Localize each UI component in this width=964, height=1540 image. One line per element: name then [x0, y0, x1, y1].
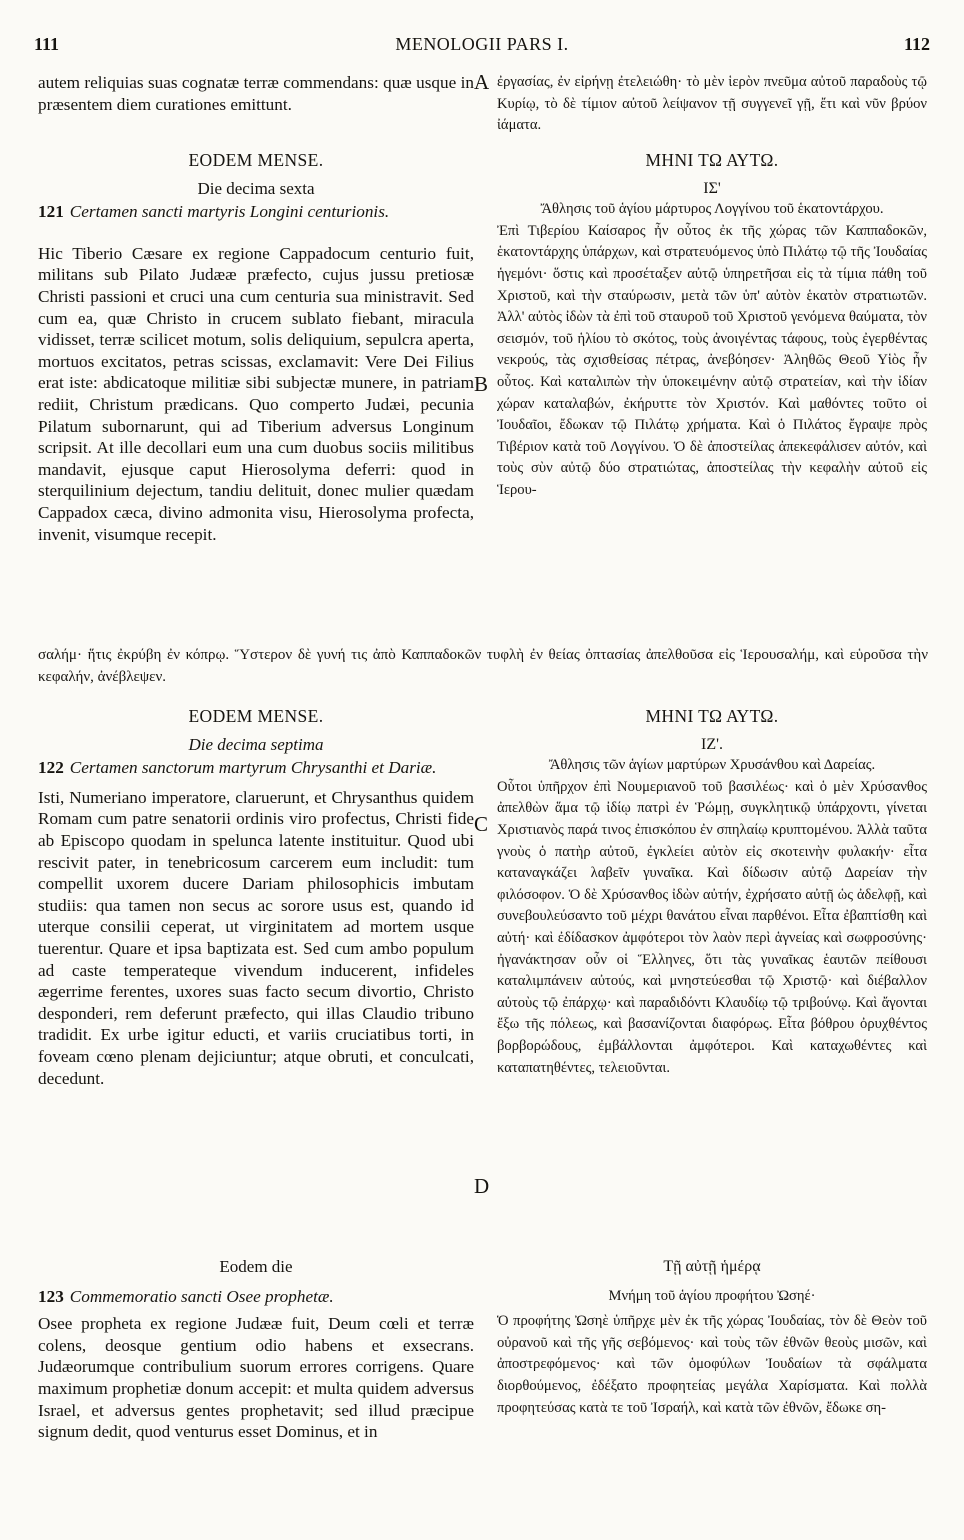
margin-letter-c: C — [474, 812, 489, 836]
entry-121-number: 121 — [38, 202, 64, 222]
entry-122-day-latin: Die decima septima — [188, 734, 324, 754]
margin-letter-b: B — [474, 372, 489, 396]
running-title: MENOLOGII PARS I. — [395, 34, 569, 54]
entry-122-mense-greek: ΜΗΝΙ ΤΩ ΑΥΤΩ. — [645, 706, 779, 726]
entry-121-day-greek: ΙΣ' — [703, 179, 721, 197]
entry-121-mense-greek: ΜΗΝΙ ΤΩ ΑΥΤΩ. — [645, 150, 779, 170]
entry-121-mense-latin: EODEM MENSE. — [188, 150, 324, 170]
entry-123-title-greek: Μνήμη τοῦ ἁγίου προφήτου Ὠσηέ· — [608, 1287, 816, 1304]
entry-121-day-latin: Die decima sexta — [197, 178, 315, 198]
entry-121-greek-runover: σαλήμ· ἥτις ἐκρύβη ἐν κόπρῳ. Ὕστερον δὲ γυνή τις ἀπὸ Καππαδοκῶν τυφλὴ ἐν θείας ὀπτασίας ἀπελθοῦσα εἰς Ἱερουσαλήμ, καὶ εὑροῦσα τὴν κεφαλήν, ἀνέβλεψεν. — [38, 647, 928, 685]
entry-123-latin — [38, 1256, 474, 1443]
entry-123-number: 123 — [38, 1286, 64, 1306]
greek-continuation — [497, 72, 927, 137]
entry-121-title-latin — [38, 201, 474, 223]
entry-122-text-latin: Isti, Numeriano imperatore, claruerunt, et Chrysanthus quidem Romam cum patre senatorii ordinis viro profectus, Christi fide ab Episcopo quodam in spelunca latente instituitur. Quod ubi rescivit pater, in tenebricosum carcerem eum includit: tum compellit uxorem ducere Dariam philosophicis imbutam studiis: qua tamen non secus ac sorore usus est, quando id uterque consilii ceperat, ut virginitatem ad mortem usque tuerentur. Quare et ipsa baptizata est. Sed cum ambo populum ad caste temperateque vivendum inducerent, infideles ægerrime ferentes, uxores suas facto secum divortio, Christo desponderi, rem deferunt præfecto, qui illas Claudio tribuno tradidit. Ex urbe igitur educti, et variis cruciatibus torti, in foveam cœno plenam dejiciuntur; atque obruti, et conculcati, decedunt. — [38, 787, 474, 1088]
entry-122-day-greek: ΙΖ'. — [701, 735, 723, 753]
entry-123-text-greek: Ὁ προφήτης Ὠσηὲ ὑπῆρχε μὲν ἐκ τῆς χώρας Ἰουδαίας, τὸν δὲ Θεὸν τοῦ οὐρανοῦ καὶ τῆς γῆς σεβόμενος· καὶ τοὺς τῶν ἐθνῶν θεοὺς μισῶν, καὶ ἀποστρεφόμενος· καὶ τῶν ὁμοφύλων Ἰουδαίων τὰ σφάλματα διορθούμενος, ἐδέξατο προφητείας μεγάλα Χαρίσματα. Καὶ πολλὰ προφητεύσας κατὰ τε τοῦ Ἰσραήλ, καὶ κατὰ τῶν ἐθνῶν, ἔδωκε ση- — [497, 1313, 927, 1416]
page-number-left: 111 — [34, 34, 60, 54]
latin-continuation — [38, 72, 474, 115]
latin-continuation-text: autem reliquias suas cognatæ terræ commendans: quæ usque in præsentem diem curationes emittunt. — [38, 73, 474, 114]
margin-letter-d: D — [474, 1174, 490, 1198]
entry-122-latin — [38, 706, 474, 1089]
running-head — [34, 34, 930, 60]
margin-letter-a: A — [474, 70, 490, 94]
entry-122-title-latin — [38, 757, 474, 779]
entry-123-text-latin: Osee propheta ex regione Judææ fuit, Deum cœli et terræ colens, deosque gentium odio habens et exsecrans. Judæorumque contribulium suorum errores corrigens. Quare maximum prophetiæ donum accepit: et multa quidem adversus Israel, et adversus gentes prophetavit; sed illud præcipue signum dedit, quod venturus esset Dominus, et in — [38, 1314, 474, 1442]
entry-123-day-greek: Τῇ αὐτῇ ἡμέρᾳ — [663, 1258, 761, 1275]
entry-122-title-greek: Ἄθλησις τῶν ἁγίων μαρτύρων Χρυσάνθου καὶ Δαρείας. — [548, 757, 876, 774]
entry-121-title-greek: Ἄθλησις τοῦ ἁγίου μάρτυρος Λογγίνου τοῦ ἑκατοντάρχου. — [540, 201, 884, 218]
entry-123-title-latin-text: Commemoratio sancti Osee prophetæ. — [69, 1286, 334, 1306]
entry-121-text-greek: Ἐπὶ Τιβερίου Καίσαρος ἦν οὗτος ἐκ τῆς χώρας τῶν Καππαδοκῶν, ἑκατοντάρχης ὑπάρχων, καὶ στρατευόμενος ὑπὸ Πιλάτῳ τῷ τῆς Ἰουδαίας ἡγεμόνι· ὅστις καὶ προσέταξεν αὐτῷ ὑπηρετῆσαι εἰς τὰ τίμια πάθη τοῦ Χριστοῦ, καὶ τὴν σταύρωσιν, μετὰ τῶν ὑπ' αὐτὸν ἑκατὸν στρατιωτῶν. Ἀλλ' αὐτὸς ἰδὼν τὰ ἐπὶ τοῦ σταυροῦ τοῦ Χριστοῦ γενόμενα θαύματα, τὸν σεισμόν, τοῦ ἡλίου τὸ σκότος, τοὺς ἀνοιγέντας τάφους, τοὺς ἐγερθέντας νεκρούς, τὰς σχισθείσας πέτρας, ἀνεβόησεν· Ἀληθῶς Θεοῦ Υἱὸς ἦν οὗτος. Καὶ καταλιπὼν τὴν ὑποκειμένην αὐτῷ στρατείαν, καὶ τὴν ἰδίαν χώραν καταλαβών, ἐκήρυττε τὸν Χριστόν. Καὶ μαθόντες τοῦτο οἱ Ἰουδαῖοι, ἔδωκαν τῷ Πιλάτῳ χρήματα. Καὶ ὁ Πιλάτος ἔγραψε πρὸς Τιβέριον κατὰ τοῦ Λογγίνου. Ὁ δὲ ἀποστείλας ἀπεκεφάλισεν αὐτόν, καὶ τοὺς σὺν αὐτῷ δύο στρατιώτας, ἀποστείλας τὴν κεφαλὴν αὐτοῦ εἰς Ἱερου- — [497, 222, 927, 498]
entry-123-title-latin — [38, 1286, 474, 1308]
entry-123-day-latin: Eodem die — [219, 1257, 293, 1276]
page-number-right: 112 — [903, 34, 930, 54]
entry-121-text-latin: Hic Tiberio Cæsare ex regione Cappadocum centurio fuit, militans sub Pilato Judææ præfecto, cujus jussu pretiosæ Christi passioni et cruci una cum centuria sua ministravit. Sed cum ea, quæ Christo in crucem sublato fiebant, miracula vidisset, terræ scilicet motum, solis deliquium, sepulcra aperta, mortuos excitatos, petras scissas, exclamavit: Vere Dei Filius erat iste: abdicatoque militiæ sibi subjectæ munere, in patriam rediit, Christum prædicans. Quo comperto Judæi, pecunia Pilatum subornarunt, qui ad Tiberium adversus Longinum scripsit. At ille decollari eum una cum duobus sociis militibus mandavit, ejusque caput Hierosolyma deferri: quod in sterquilinium dejectum, tandiu delituit, donec mulier quædam Cappadox cæca, divino admonita visu, Hierosolyma profecta, invenit, visumque recepit. — [38, 243, 474, 544]
greek-continuation-text: ἐργασίας, ἐν εἰρήνῃ ἐτελειώθη· τὸ μὲν ἱερὸν πνεῦμα αὐτοῦ παραδοὺς τῷ Κυρίῳ, τὸ δὲ τίμιον αὐτοῦ λείψανον τῇ συγγενεῖ γῇ, ἔτι καὶ νῦν βρύον ἰάματα. — [497, 74, 927, 134]
entry-122-mense-latin: EODEM MENSE. — [188, 706, 324, 726]
entry-122-title-latin-text: Certamen sanctorum martyrum Chrysanthi et Dariæ. — [69, 758, 437, 778]
entry-122-greek — [497, 706, 927, 1079]
entry-122-text-greek: Οὗτοι ὑπῆρχον ἐπὶ Νουμεριανοῦ τοῦ βασιλέως· καὶ ὁ μὲν Χρύσανθος ἀπελθὼν ἅμα τῷ ἰδίῳ πατρὶ ἐν Ῥώμῃ, συγκλητικῷ ὑπάρχοντι, γίνεται Χριστιανὸς παρά τινος ἐπισκόπου ἐν σπηλαίῳ κρυπτομένου. Ἀλλὰ ταῦτα γνοὺς ὁ πατὴρ αὐτοῦ, ἐγκλείει αὐτὸν εἰς σκοτεινὴν φυλακήν· εἶτα καταναγκάζει λαβεῖν γυναῖκα. Καὶ δίδωσιν αὐτῷ Δαρείαν τὴν φιλόσοφον. Ὁ δὲ Χρύσανθος ἰδὼν αὐτήν, ἐχρήσατο αὐτῇ ὡς ἀδελφῇ, καὶ συνεβουλεύσαντο τοῦ μέχρι θανάτου εἶναι παρθένοι. Εἶτα ἐβαπτίσθη καὶ αὐτή· καὶ ἐδίδασκον ἀμφότεροι τὸν λαὸν περὶ ἁγνείας καὶ σωφροσύνης· ἠγανάκτησαν οὖν οἱ Ἕλληνες, ὅτι τὰς γυναῖκας ἑαυτῶν πείθουσι καταλιμπάνειν αὐτούς, καὶ μνηστεύεσθαι τῷ Χριστῷ· καὶ διέβαλλον αὐτοὺς τῷ ἐπάρχῳ· καὶ παραδιδόντι Κλαυδίῳ τῷ τριβούνῳ. Καὶ ἄγονται ἔξω τῆς πόλεως, καὶ βασανίζονται διαφόρως. Εἶτα βόθρου ὀρυχθέντος βορβορώδους, ἐμβάλλονται ἀμφότεροι. Καὶ καταχωθέντες καὶ καταπατηθέντες, τελειοῦνται. — [497, 778, 927, 1076]
entry-121-greek — [497, 150, 927, 502]
entry-121-title-latin-text: Certamen sancti martyris Longini centurionis. — [69, 202, 390, 222]
entry-121-latin — [38, 150, 474, 545]
entry-123-greek — [497, 1256, 927, 1419]
entry-122-number: 122 — [38, 758, 64, 778]
